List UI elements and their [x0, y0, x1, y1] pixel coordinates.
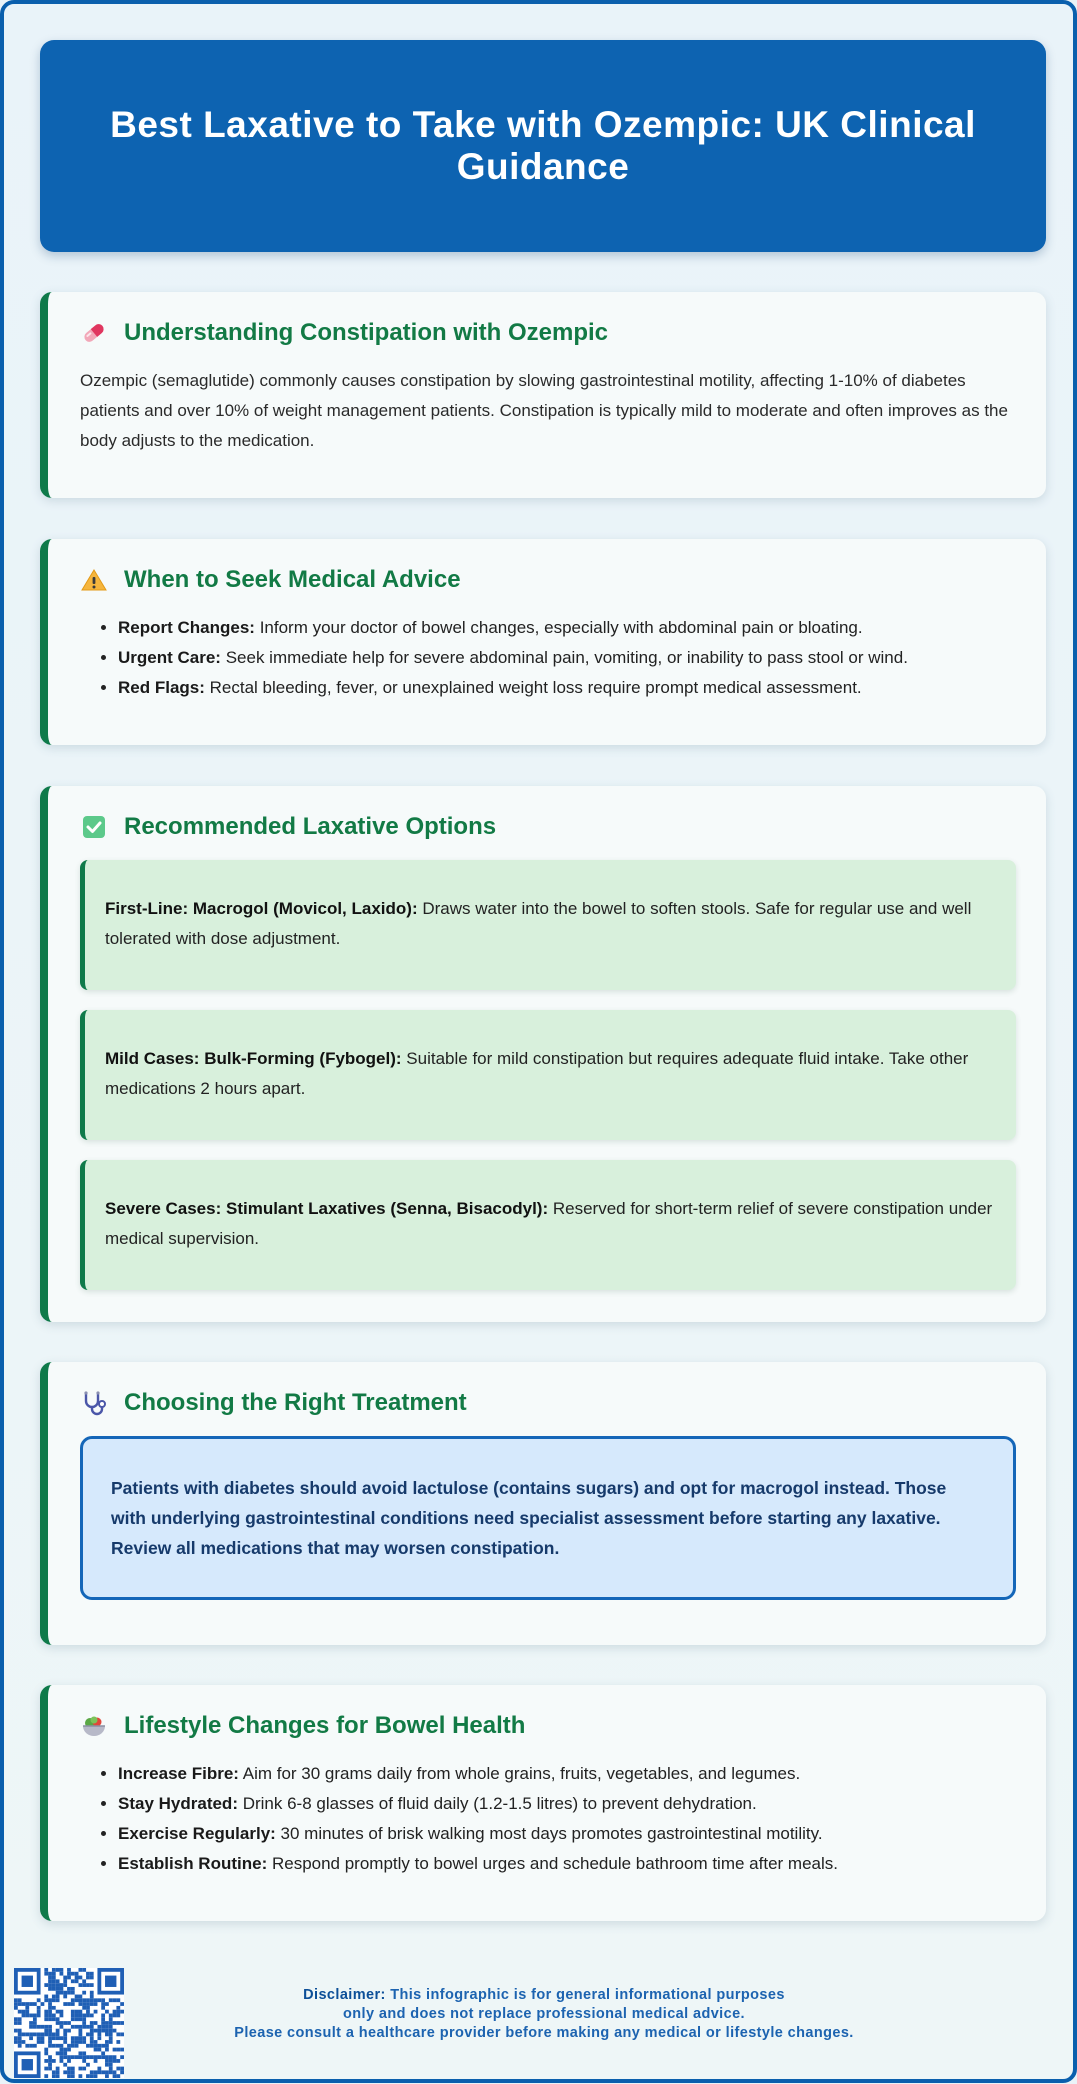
- medical-advice-card: [40, 539, 1046, 745]
- list-item: • Urgent Care: Seek immediate help for severe abdominal pain, vomiting, or inability to pass stool or wind.: [118, 643, 1016, 673]
- page-header: [40, 40, 1046, 252]
- card-header: [80, 1711, 1016, 1741]
- option-first-line: First-Line: Macrogol (Movicol, Laxido): Draws water into the bowel to soften stools. Safe for regular use and well tolerated with dose adjustment.: [80, 860, 1016, 990]
- laxative-options-card: [40, 786, 1046, 1322]
- medical-advice-title: When to Seek Medical Advice: [124, 566, 461, 593]
- card-header: [80, 812, 1016, 842]
- list-item: • Establish Routine: Respond promptly to bowel urges and schedule bathroom time after meals.: [118, 1849, 1016, 1879]
- disclaimer-label: Disclaimer:: [303, 1987, 386, 2003]
- treatment-card: [40, 1362, 1046, 1645]
- page-footer: [4, 1964, 1077, 2084]
- card-header: [80, 1388, 1016, 1418]
- list-item: • Stay Hydrated: Drink 6-8 glasses of fluid daily (1.2-1.5 litres) to prevent dehydration.: [118, 1789, 1016, 1819]
- qr-code-icon[interactable]: [14, 1968, 124, 2078]
- disclaimer-line-2: only and does not replace professional medical advice.: [343, 2006, 745, 2022]
- lifestyle-card: [40, 1685, 1046, 1921]
- disclaimer: [144, 1986, 944, 2043]
- lifestyle-title: Lifestyle Changes for Bowel Health: [124, 1712, 526, 1739]
- card-header: [80, 565, 1016, 595]
- page-title: Best Laxative to Take with Ozempic: UK Clinical Guidance: [110, 104, 976, 187]
- understanding-card: [40, 292, 1046, 498]
- option-severe-cases: Severe Cases: Stimulant Laxatives (Senna, Bisacodyl): Reserved for short-term relief of severe constipation under medical supervision.: [80, 1160, 1016, 1290]
- list-item: • Report Changes: Inform your doctor of bowel changes, especially with abdominal pain or bloating.: [118, 613, 1016, 643]
- pill-icon: [80, 319, 108, 347]
- check-box-icon: [80, 813, 108, 841]
- warning-icon: [80, 566, 108, 594]
- option-mild-cases: Mild Cases: Bulk-Forming (Fybogel): Suitable for mild constipation but requires adequate fluid intake. Take other medications 2 hours apart.: [80, 1010, 1016, 1140]
- list-item: • Red Flags: Rectal bleeding, fever, or unexplained weight loss require prompt medical assessment.: [118, 673, 1016, 703]
- salad-bowl-icon: [80, 1712, 108, 1740]
- laxative-options-title: Recommended Laxative Options: [124, 813, 497, 840]
- understanding-text: Ozempic (semaglutide) commonly causes constipation by slowing gastrointestinal motility, affecting 1-10% of diabetes patients and over 10% of weight management patients. Constipation is typically mild to moderate and often improves as the body adjusts to the medication.: [80, 371, 1008, 450]
- lifestyle-list: [80, 1759, 1016, 1879]
- understanding-title: Understanding Constipation with Ozempic: [124, 319, 609, 346]
- treatment-title: Choosing the Right Treatment: [124, 1389, 467, 1416]
- disclaimer-line-3: Please consult a healthcare provider before making any medical or lifestyle changes.: [234, 2025, 854, 2041]
- card-header: [80, 318, 1016, 348]
- list-item: • Increase Fibre: Aim for 30 grams daily from whole grains, fruits, vegetables, and legumes.: [118, 1759, 1016, 1789]
- stethoscope-icon: [80, 1389, 108, 1417]
- medical-advice-list: [80, 613, 1016, 703]
- list-item: • Exercise Regularly: 30 minutes of brisk walking most days promotes gastrointestinal motility.: [118, 1819, 1016, 1849]
- treatment-callout: Patients with diabetes should avoid lactulose (contains sugars) and opt for macrogol instead. Those with underlying gastrointestinal conditions need specialist assessment before starting any laxative. Review all medications that may worsen constipation.: [80, 1436, 1016, 1600]
- disclaimer-line-1: This infographic is for general informational purposes: [385, 1987, 785, 2003]
